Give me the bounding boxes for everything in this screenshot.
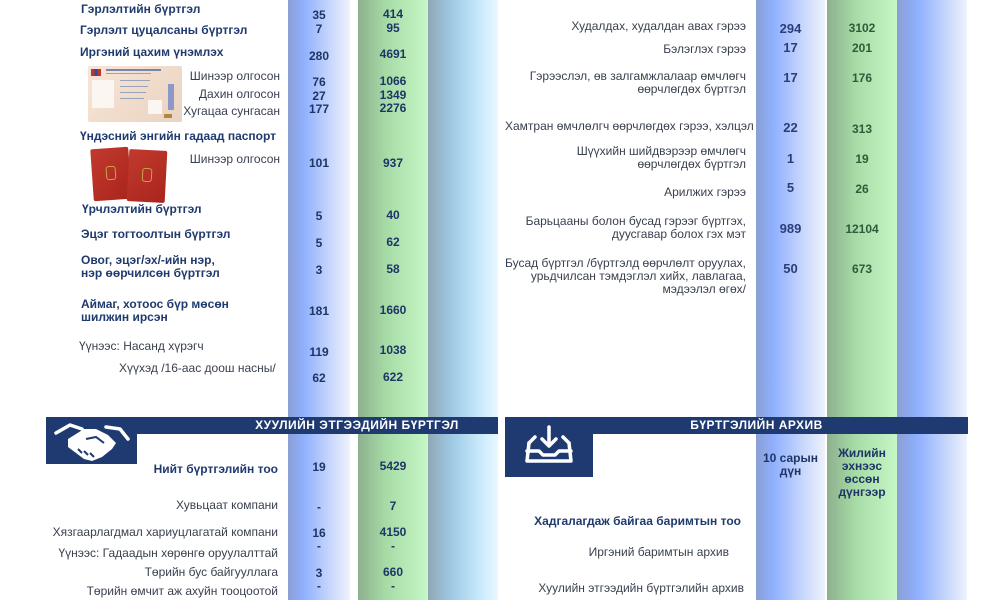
row-label: Худалдах, худалдан авах гэрээ	[571, 19, 746, 33]
ytd-value: 622	[382, 370, 404, 384]
month-column-header: 10 сарын дүн	[762, 451, 818, 478]
passport-image	[90, 147, 132, 202]
ytd-value: -	[391, 539, 395, 553]
month-value: 17	[783, 70, 798, 85]
ytd-value: 2276	[379, 101, 407, 115]
row-label: Эцэг тогтоолтын бүртгэл	[81, 227, 231, 241]
row-label: Хүүхэд /16-аас доош насны/	[119, 361, 276, 375]
month-value: 22	[783, 120, 798, 135]
ytd-value: -	[391, 579, 395, 593]
row-label-line1: Гэрээслэл, өв залгамжлалаар өмчлөгч	[529, 69, 746, 83]
row-label: Хугацаа сунгасан	[183, 104, 280, 118]
month-value: 989	[779, 221, 802, 236]
handshake-icon	[46, 417, 137, 464]
month-value: 177	[308, 102, 330, 116]
ytd-value: 95	[386, 21, 400, 35]
row-label: Хадгалагдаж байгаа баримтын тоо	[534, 514, 741, 528]
row-label: Хязгаарлагдмал хариуцлагатай компани	[52, 525, 278, 539]
archive-icon-box	[505, 417, 593, 477]
ytd-value: 414	[382, 7, 404, 21]
row-label: Үүнээс: Гадаадын хөрөнгө оруулалттай	[58, 546, 278, 560]
row-label-line1: Бусад бүртгэл /бүртгэлд өөрчлөлт оруулах,	[505, 256, 747, 270]
month-value: 35	[312, 8, 326, 22]
row-label: Гэрлэлт цуцалсаны бүртгэл	[80, 23, 248, 37]
row-label: Нийт бүртгэлийн тоо	[153, 462, 278, 476]
ytd-value: 673	[851, 262, 873, 276]
month-value: 3	[315, 566, 323, 580]
row-label-line2: шилжин ирсэн	[81, 310, 168, 324]
month-value: 27	[312, 89, 326, 103]
ytd-column-header: Жилийн эхнээс өссөн дүнгээр	[838, 446, 886, 499]
row-label: Хувьцаат компани	[176, 498, 278, 512]
row-label: Хамтран өмчлөлгч өөрчлөгдөх гэрээ, хэлцэл	[505, 119, 754, 133]
row-label-line1: Аймаг, хотоос бүр мөсөн	[81, 297, 229, 311]
row-label: Үрчлэлтийн бүртгэл	[82, 202, 202, 216]
month-value: 76	[312, 75, 326, 89]
ytd-value: 1038	[379, 343, 407, 357]
row-label: Дахин олгосон	[198, 87, 280, 101]
ytd-value: 5429	[379, 459, 407, 473]
row-label: Гэрлэлтийн бүртгэл	[81, 2, 201, 16]
ytd-value: 176	[851, 71, 873, 85]
legal-entity-icon-box	[46, 417, 137, 464]
section-subheading: Үндэсний энгийн гадаад паспорт	[80, 129, 277, 143]
ytd-value: 7	[389, 499, 397, 513]
row-label: Үүнээс: Насанд хүрэгч	[79, 339, 204, 353]
ytd-value: 3102	[848, 21, 876, 35]
month-value: 294	[779, 21, 802, 36]
month-value: 5	[315, 209, 323, 223]
month-value: 1	[786, 151, 795, 166]
row-label-line3: мэдээлэл өгөх/	[662, 282, 746, 296]
month-value: 50	[783, 261, 798, 276]
ytd-value: 313	[851, 122, 873, 136]
row-label: Шинээр олгосон	[189, 69, 280, 83]
ytd-value: 4150	[379, 525, 407, 539]
row-label-line1: Шүүхийн шийдвэрээр өмчлөгч	[576, 144, 746, 158]
row-label-line1: Барьцааны болон бусад гэрээг бүртгэх,	[525, 214, 746, 228]
row-label-line2: дуусгавар болох гэх мэт	[611, 227, 746, 241]
row-label: Иргэний баримтын архив	[588, 545, 729, 559]
left-extra-column	[428, 0, 498, 600]
ytd-value: 26	[855, 182, 869, 196]
month-value: 62	[312, 371, 326, 385]
month-value: 280	[308, 49, 330, 63]
month-value: 16	[312, 526, 326, 540]
row-label-line2: өөрчлөгдөх бүртгэл	[637, 82, 746, 96]
right-month-column	[756, 0, 825, 600]
row-label: Төрийн өмчит аж ахуйн тооцоотой	[86, 584, 278, 598]
ytd-value: 201	[851, 41, 873, 55]
row-label: Иргэний цахим үнэмлэх	[80, 45, 224, 59]
ytd-value: 1660	[379, 303, 407, 317]
month-value: 119	[309, 345, 329, 359]
ytd-value: 1066	[379, 74, 407, 88]
row-label: Бэлэглэх гэрээ	[663, 42, 746, 56]
archive-banner: БҮРТГЭЛИЙН АРХИВ	[505, 417, 968, 434]
ytd-value: 937	[382, 156, 404, 170]
legal-entity-banner: ХУУЛИЙН ЭТГЭЭДИЙН БҮРТГЭЛ	[46, 417, 498, 434]
month-value: 5	[786, 180, 795, 195]
month-value: -	[317, 579, 321, 593]
row-label-line2: нэр өөрчилсөн бүртгэл	[81, 266, 220, 280]
right-extra-column	[897, 0, 967, 600]
month-value: 7	[315, 22, 323, 36]
row-label: Шинээр олгосон	[189, 152, 280, 166]
month-value: 181	[308, 304, 330, 318]
row-label: Хуулийн этгээдийн бүртгэлийн архив	[538, 581, 744, 595]
month-value: 101	[308, 156, 330, 170]
row-label-line1: Овог, эцэг/эх/-ийн нэр,	[81, 253, 215, 267]
ytd-value: 12104	[845, 222, 879, 236]
row-label: Төрийн бус байгууллага	[144, 565, 278, 579]
ytd-value: 19	[855, 152, 869, 166]
month-value: -	[317, 500, 321, 514]
row-label: Арилжих гэрээ	[664, 185, 746, 199]
month-value: 3	[315, 263, 323, 277]
right-ytd-column	[827, 0, 897, 600]
ytd-value: 62	[386, 235, 400, 249]
row-label-line2: урьдчилсан тэмдэглэл хийх, лавлагаа,	[530, 269, 746, 283]
ytd-value: 660	[382, 565, 404, 579]
ytd-value: 4691	[379, 47, 407, 61]
month-value: 17	[783, 40, 798, 55]
month-value: 5	[315, 236, 323, 250]
ytd-value: 1349	[379, 88, 407, 102]
ytd-value: 58	[386, 262, 400, 276]
inbox-download-icon	[505, 417, 593, 477]
month-value: 19	[312, 460, 326, 474]
ytd-value: 40	[386, 208, 400, 222]
row-label-line2: өөрчлөгдөх бүртгэл	[637, 157, 746, 171]
month-value: -	[317, 539, 321, 553]
